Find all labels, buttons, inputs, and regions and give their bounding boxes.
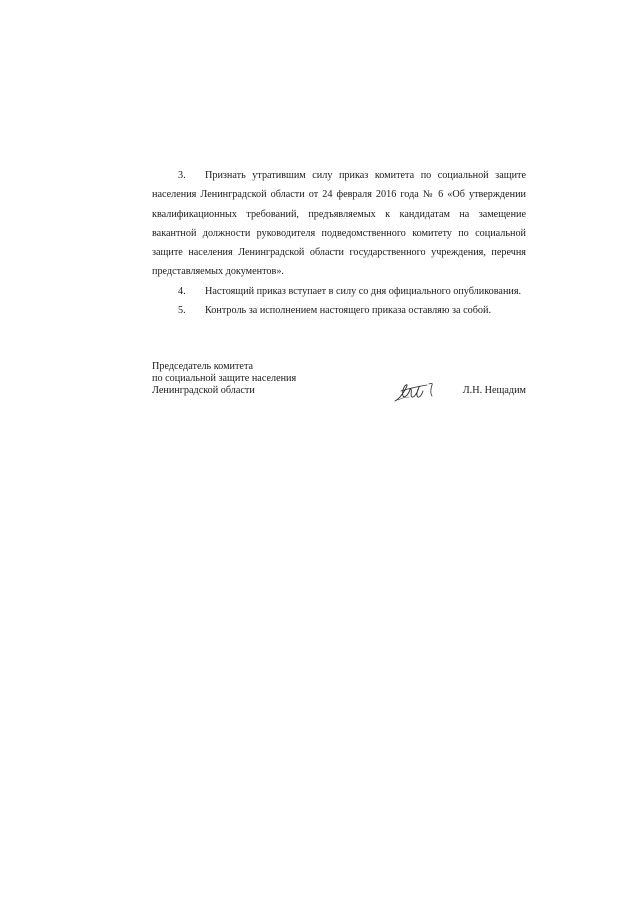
signatory-name: Л.Н. Нещадим <box>462 385 526 396</box>
signatory-title-line: по социальной защите населения <box>152 373 297 385</box>
signatory-title-line: Председатель комитета <box>152 361 254 372</box>
signature-block <box>152 361 526 409</box>
order-body <box>152 166 526 320</box>
paragraph-number: 4. <box>178 285 186 297</box>
paragraph-text: Признать утратившим силу приказ комитета по социальной защите населения Ленинградской области от 24 февраля 2016 года № 6 «Об утверждении квалификационных требований, предъявляемых к кандидатам на замещение вакантной должности руководителя подведомственного комитету по социальной защите населения Ленинградской области государственного учреждения, перечня представляемых документов». <box>152 170 526 278</box>
paragraph-number: 3. <box>178 170 186 181</box>
handwritten-signature-icon <box>393 381 441 403</box>
signatory-title-line: Ленинградской области <box>152 385 255 397</box>
paragraph-text: Настоящий приказ вступает в силу со дня официального опубликования. <box>205 285 522 297</box>
paragraph-4 <box>152 282 526 301</box>
paragraph-3 <box>152 166 526 282</box>
paragraph-5 <box>152 301 526 320</box>
paragraph-number: 5. <box>178 305 186 317</box>
paragraph-text: Контроль за исполнением настоящего приказа оставляю за собой. <box>205 305 491 317</box>
